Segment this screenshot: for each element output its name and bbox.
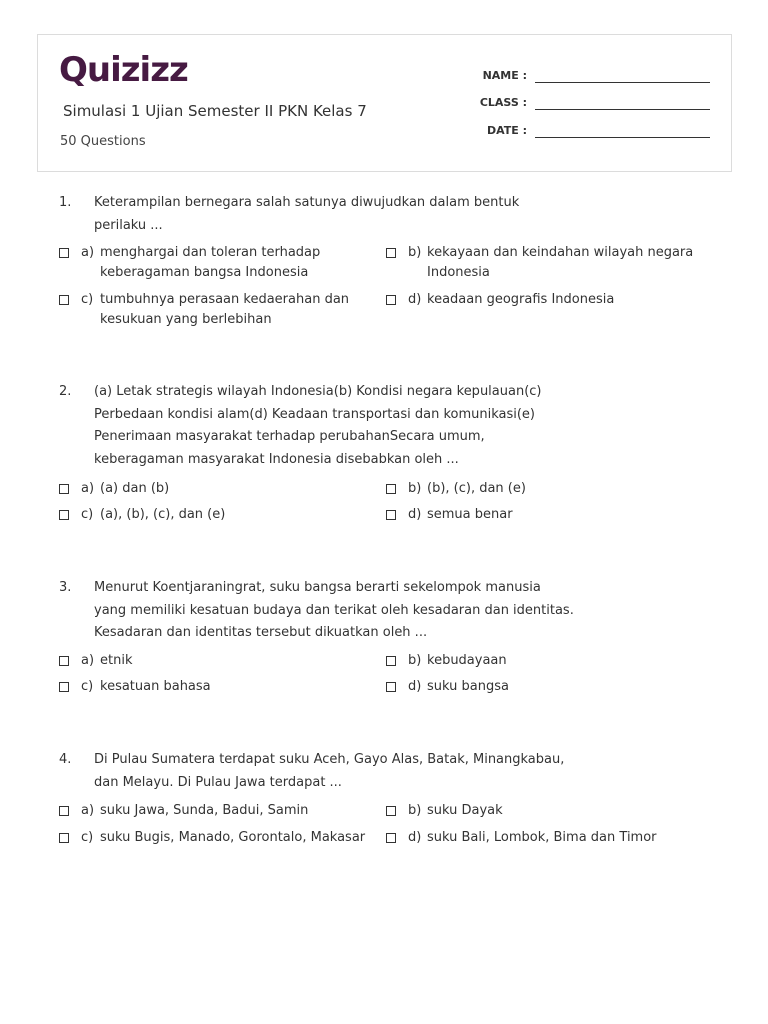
checkbox[interactable] — [59, 806, 69, 816]
checkbox[interactable] — [59, 833, 69, 843]
checkbox[interactable] — [386, 682, 396, 692]
checkbox[interactable] — [386, 510, 396, 520]
class-label: CLASS : — [479, 96, 527, 109]
question-number: 1. — [59, 195, 72, 210]
quizizz-logo: Quizizz — [59, 50, 188, 90]
checkbox[interactable] — [386, 484, 396, 494]
checkbox[interactable] — [59, 510, 69, 520]
question-text: Di Pulau Sumatera terdapat suku Aceh, Gayo Alas, Batak, Minangkabau, dan Melayu. Di Pulau Jawa terdapat ... — [94, 752, 565, 790]
checkbox[interactable] — [59, 248, 69, 258]
name-line[interactable] — [535, 68, 710, 83]
question-text: Keterampilan bernegara salah satunya diwujudkan dalam bentuk perilaku ... — [94, 195, 520, 233]
question-number: 4. — [59, 752, 72, 767]
checkbox[interactable] — [386, 248, 396, 258]
date-field — [447, 118, 710, 138]
worksheet-header — [37, 34, 732, 172]
checkbox[interactable] — [59, 656, 69, 666]
date-line[interactable] — [535, 123, 710, 138]
question-text: Menurut Koentjaraningrat, suku bangsa berarti sekelompok manusia yang memiliki kesatuan budaya dan terikat oleh kesadaran dan identitas. Kesadaran dan identitas tersebut dikuatkan oleh ... — [94, 580, 574, 640]
name-label: NAME : — [482, 69, 527, 82]
question-text: (a) Letak strategis wilayah Indonesia(b) Kondisi negara kepulauan(c) Perbedaan kondisi alam(d) Keadaan transportasi dan komunikasi(e) Penerimaan masyarakat terhadap perubahanSecara umum, keberagaman masyarakat Indonesia disebabkan oleh ... — [94, 384, 542, 467]
class-line[interactable] — [535, 95, 710, 110]
checkbox[interactable] — [386, 656, 396, 666]
question-number: 2. — [59, 384, 72, 399]
checkbox[interactable] — [59, 682, 69, 692]
checkbox[interactable] — [59, 295, 69, 305]
checkbox[interactable] — [386, 295, 396, 305]
question-count: 50 Questions — [60, 134, 146, 149]
class-field — [447, 90, 710, 110]
quiz-title: Simulasi 1 Ujian Semester II PKN Kelas 7 — [63, 102, 367, 120]
name-field — [447, 63, 710, 83]
question-number: 3. — [59, 580, 72, 595]
date-label: DATE : — [486, 124, 527, 137]
checkbox[interactable] — [386, 806, 396, 816]
checkbox[interactable] — [59, 484, 69, 494]
checkbox[interactable] — [386, 833, 396, 843]
